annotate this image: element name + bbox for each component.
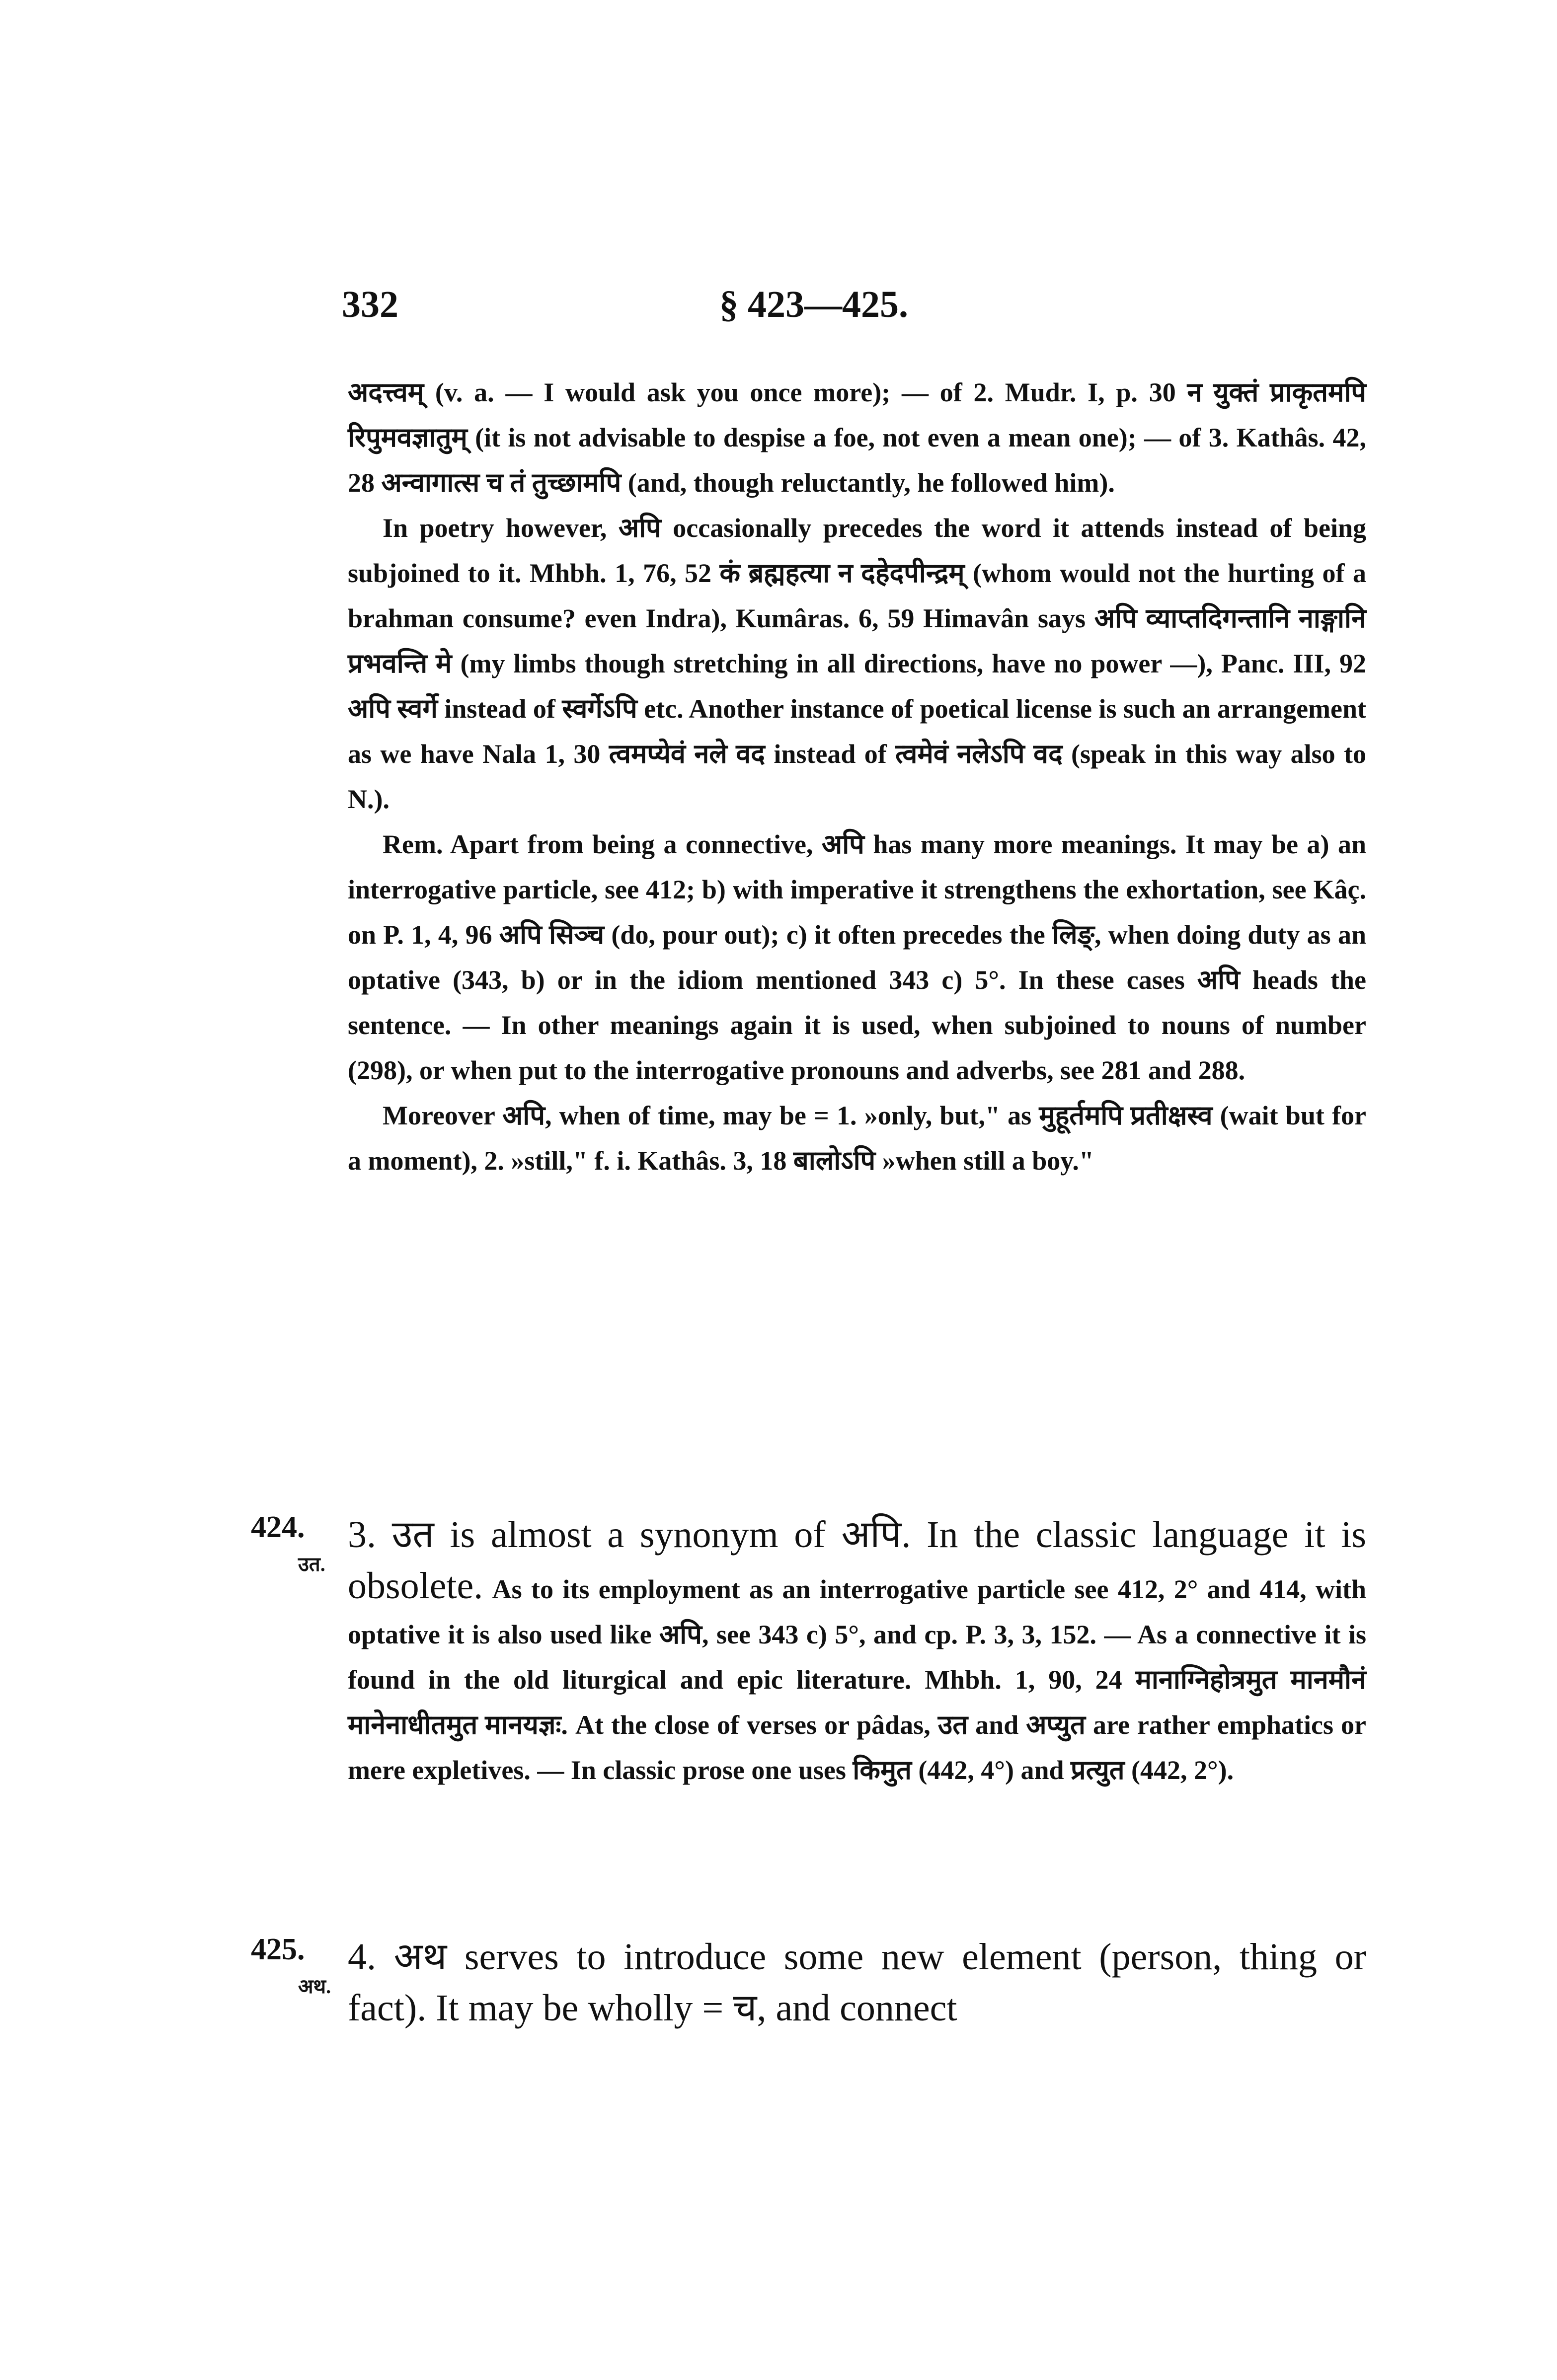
section-range: § 423—425. bbox=[719, 284, 908, 325]
paragraph: Moreover अपि, when of time, may be = 1. »only, but," as मुहूर्तमपि प्रतीक्षस्व (wait but for a moment), 2. »still," f. i. Kathâs. 3, 18 बालोऽपि »when still a boy." bbox=[348, 1101, 1366, 1176]
paragraph: अदत्त्वम् (v. a. — I would ask you once more); — of 2. Mudr. I, p. 30 न युक्तं प्राकृतमपि रिपुमवज्ञातुम् (it is not advisable to despise a foe, not even a mean one); — of 3. Kathâs. 42, 28 अन्वागात्स च तं तुच्छामपि (and, though reluctantly, he followed him). bbox=[348, 377, 1366, 498]
section-text bbox=[348, 1932, 1366, 2034]
page-number: 332 bbox=[342, 284, 398, 325]
section-number: 425. bbox=[251, 1933, 305, 1966]
section-lead: 3. उत is almost a synonym of अपि. In the classic language it is obsolete. bbox=[348, 1514, 1366, 1607]
section-423-body bbox=[348, 370, 1366, 1184]
paragraph: In poetry however, अपि occasionally precedes the word it attends instead of being subjoined to it. Mhbh. 1, 76, 52 कं ब्रह्महत्या न दहेदपीन्द्रम् (whom would not the hurting of a brahman consume? even Indra), Kumâras. 6, 59 Himavân says अपि व्याप्तदिगन्तानि नाङ्गानि प्रभवन्ति मे (my limbs though stretching in all directions, have no power —), Panc. III, 92 अपि स्वर्गे instead of स्वर्गेऽपि etc. Another instance of poetical license is such an arrangement as we have Nala 1, 30 त्वमप्येवं नले वद instead of त्वमेवं नलेऽपि वद (speak in this way also to N.). bbox=[348, 513, 1367, 814]
section-margin-tag: उत. bbox=[298, 1553, 325, 1575]
section-margin-tag: अथ. bbox=[298, 1975, 331, 1998]
section-lead: 4. अथ serves to introduce some new element (person, thing or fact). It may be wholly = च, and connect bbox=[348, 1936, 1366, 2029]
section-body: As to its employment as an interrogative particle see 412, 2° and 414, with optative it is also used like अपि, see 343 c) 5°, and cp. P. 3, 3, 152. — As a connective it is found in the old liturgical and epic literature. Mhbh. 1, 90, 24 मानाग्निहोत्रमुत मानमौनं मानेनाधीतमुत मानयज्ञः. At the close of verses or pâdas, उत and अप्युत are rather emphatics or mere expletives. — In classic prose one uses किमुत (442, 4°) and प्रत्युत (442, 2°). bbox=[348, 1574, 1367, 1785]
section-number: 424. bbox=[251, 1510, 305, 1544]
section-text bbox=[348, 1510, 1366, 1793]
page-header bbox=[0, 283, 1557, 338]
remark-paragraph: Rem. Apart from being a connective, अपि has many more meanings. It may be a) an interrogative particle, see 412; b) with imperative it strengthens the exhortation, see Kâç. on P. 1, 4, 96 अपि सिञ्च (do, pour out); c) it often precedes the लिङ्, when doing duty as an optative (343, b) or in the idiom mentioned 343 c) 5°. In these cases अपि heads the sentence. — In other meanings again it is used, when subjoined to nouns of number (298), or when put to the interrogative pronouns and adverbs, see 281 and 288. bbox=[348, 829, 1366, 1085]
